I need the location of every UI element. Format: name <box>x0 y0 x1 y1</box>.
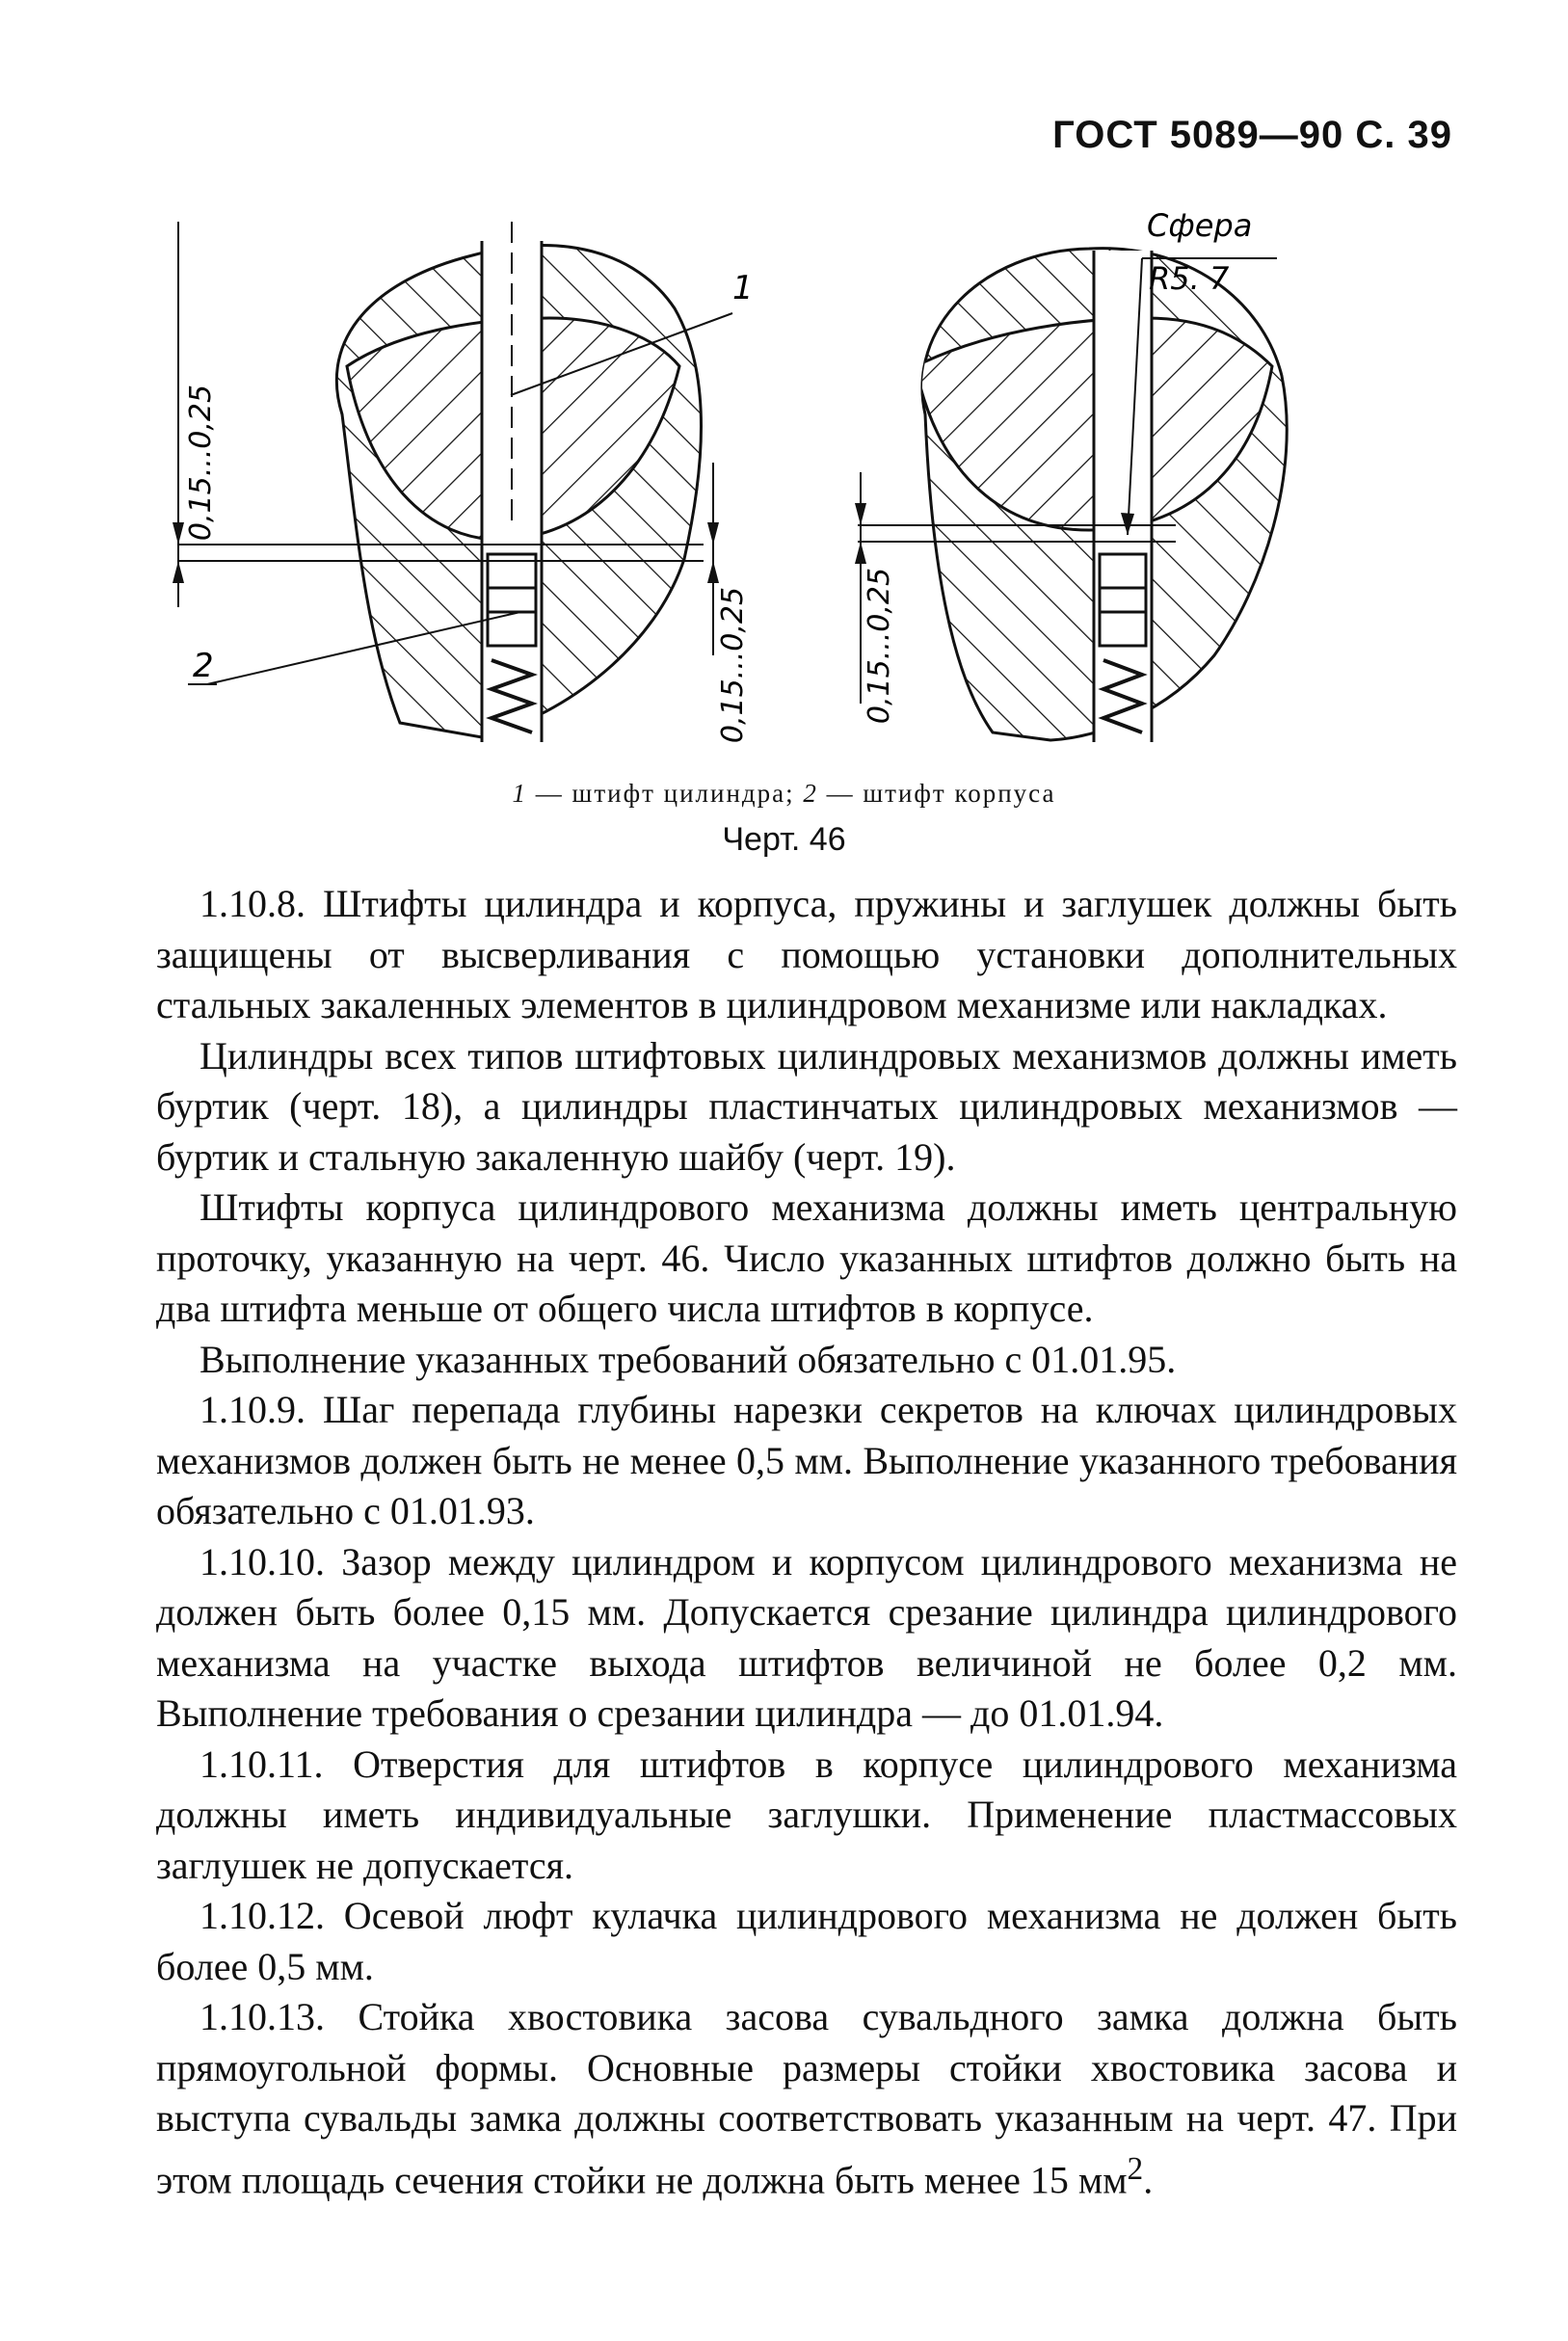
drawing-46 <box>184 207 1426 761</box>
dimension-label: 0,15...0,25 <box>184 384 218 542</box>
sphere-radius: R5. 7 <box>1149 260 1230 297</box>
figure-caption: Черт. 46 <box>722 821 846 858</box>
body-text <box>156 879 1457 2205</box>
paragraph-end: . <box>1143 2157 1154 2201</box>
left-section-view <box>173 222 754 743</box>
paragraph: 1.10.8. Штифты цилиндра и корпуса, пружины и заглушек должны быть защищены от высверливания с помощью установки дополнительных стальных закаленных элементов в цилиндровом механизме или накладках. <box>156 882 1457 1026</box>
paragraph: Цилиндры всех типов штифтовых цилиндровых механизмов должны иметь буртик (черт. 18), а цилиндры пластинчатых цилиндровых механизмов — буртик и стальную закаленную шайбу (черт. 19). <box>156 1033 1457 1179</box>
paragraph: 1.10.11. Отверстия для штифтов в корпусе цилиндрового механизма должны иметь индивидуальные заглушки. Применение пластмассовых заглушек не допускается. <box>156 1742 1457 1887</box>
superscript: 2 <box>1127 2150 1144 2187</box>
paragraph <box>156 1992 1457 2205</box>
right-section-view <box>855 207 1287 742</box>
paragraph: Выполнение указанных требований обязательно с 01.01.95. <box>199 1337 1177 1381</box>
dimension-label: 0,15...0,25 <box>716 586 750 744</box>
legend-item: — штифт цилиндра; <box>527 779 804 808</box>
dimension-label: 0,15...0,25 <box>863 567 896 725</box>
page-header: ГОСТ 5089—90 С. 39 <box>1052 114 1452 156</box>
sphere-note: Сфера <box>1147 207 1253 244</box>
paragraph: 1.10.12. Осевой люфт кулачка цилиндрового механизма не должен быть более 0,5 мм. <box>156 1894 1457 1988</box>
legend-number: 1 <box>512 779 528 808</box>
figure-legend <box>0 779 1568 809</box>
legend-item: — штифт корпуса <box>817 779 1056 808</box>
paragraph: 1.10.10. Зазор между цилиндром и корпусом цилиндрового механизма не должен быть более 0,15 мм. Допускается срезание цилиндра цилиндрового механизма на участке выхода штифтов величиной не более 0,2 мм. Выполнение требования о срезании цилиндра — до 01.01.94. <box>156 1539 1457 1735</box>
paragraph-text: 1.10.13. Стойка хвостовика засова сувальдного замка должна быть прямоугольной формы. Основные размеры стойки хвостовика засова и выступа сувальды замка должны соответствовать указанным на черт. 47. При этом площадь сечения стойки не должна быть менее 15 мм <box>156 1995 1457 2201</box>
paragraph: Штифты корпуса цилиндрового механизма должны иметь центральную проточку, указанную на черт. 46. Число указанных штифтов должно быть на два штифта меньше от общего числа штифтов в корпусе. <box>156 1185 1457 1330</box>
leader-label: 1 <box>732 269 754 307</box>
paragraph: 1.10.9. Шаг перепада глубины нарезки секретов на ключах цилиндровых механизмов должен быть не менее 0,5 мм. Выполнение указанного требования обязательно с 01.01.93. <box>156 1388 1457 1532</box>
leader-label: 2 <box>193 647 214 685</box>
legend-number: 2 <box>803 779 818 808</box>
